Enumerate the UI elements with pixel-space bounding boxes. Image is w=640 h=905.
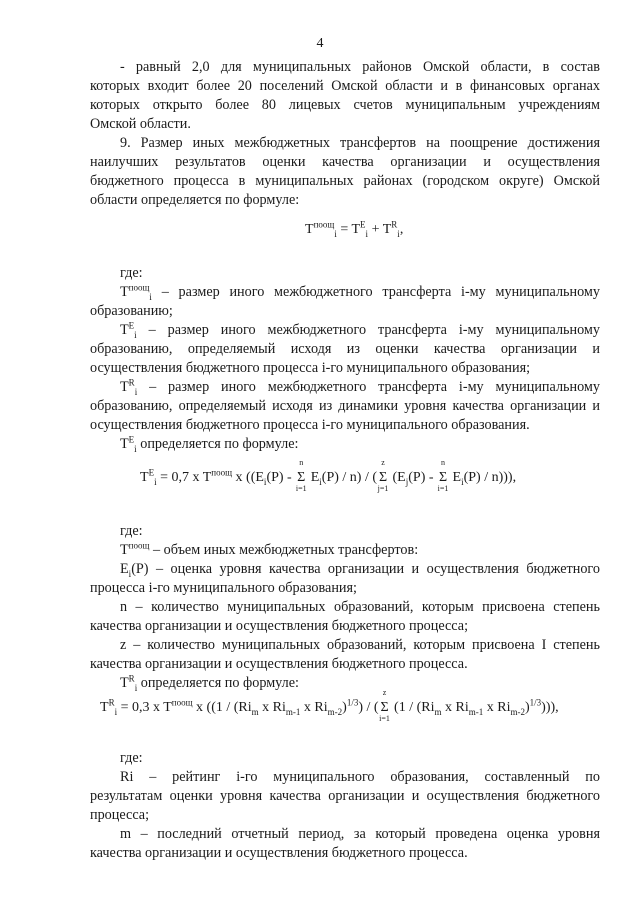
definition-line: z – количество муниципальных образований, которым присвоена I степень [120,637,600,653]
definition-line: образованию, определяемый исходя из динамики уровня качества организации и [90,398,600,414]
text-line: Омской области. [90,116,191,132]
definition-line: качества организации и осуществления бюджетного процесса; [90,618,469,634]
text-line: которых входит более 20 поселений Омской области и в финансовых органах [90,78,600,94]
definition-line: $T^{поощ}$ – объем иных межбюджетных трансфертов: [120,540,419,558]
definition-line: $T^{поощ}_i$ – размер иного межбюджетного трансферта i-му муниципальному [120,282,601,302]
text-line: бюджетного процесса в муниципальных районах (городском округе) Омской [90,173,600,189]
where-label: где: [120,750,143,766]
definition-line: процесса; [90,807,150,823]
sum-symbol: z Σ i=1 [379,688,390,723]
text-line: области определяется по формуле: [90,192,300,208]
formula-te: $T^E_i = 0,7$ x $T^{поощ}$ x (($E_i(P)$ - n Σ i=1 $E_i(P) / n$) / ( z Σ j=1 ($E_j(P)$ - n Σ i=1 $E_i(P) / n$))), [140,458,517,493]
formula-total-transfer: $T^{поощ}_i = T^E_i + T^R_i$, [305,219,404,239]
definition-line: $T^R_i$ – размер иного межбюджетного трансферта i-му муниципальному [120,377,600,397]
text-line: наилучших результатов оценки качества организации и осуществления [90,154,600,170]
definition-line: осуществления бюджетного процесса i-го муниципального образования; [90,360,531,376]
text-line: - равный 2,0 для муниципальных районов Омской области, в состав [120,59,600,75]
definition-line: качества организации и осуществления бюджетного процесса. [90,656,468,672]
definition-line: качества организации и осуществления бюджетного процесса. [90,845,468,861]
definition-line: образованию; [90,303,173,319]
where-label: где: [120,523,143,539]
definition-line: $E_i(P)$ – оценка уровня качества организации и осуществления бюджетного [120,561,600,579]
sum-symbol: n Σ i=1 [295,458,307,493]
definition-line: $T^R_i$ определяется по формуле: [120,673,299,693]
sum-symbol: z Σ j=1 [377,458,389,493]
definition-line: $T^E_i$ определяется по формуле: [120,434,299,454]
page-number: 4 [316,36,324,51]
definition-line: $T^E_i$ – размер иного межбюджетного трансферта i-му муниципальному [120,320,600,340]
definition-line: Ri – рейтинг i-го муниципального образования, составленный по [120,769,600,785]
where-label: где: [120,265,143,281]
definition-line: образованию, определяемый исходя из оценки качества организации и [90,341,600,357]
definition-line: осуществления бюджетного процесса i-го муниципального образования. [90,417,530,433]
definition-line: m – последний отчетный период, за который проведена оценка уровня [120,826,600,842]
definition-line: процесса i-го муниципального образования; [90,580,357,596]
formula-tr: $T^R_i = 0,3$ x $T^{поощ}$ x (($1 / (Ri_m$ x $Ri_{m-1}$ x $Ri_{m-2})^{1/3}$) / ( z Σ i=1 ($1 / (Ri_m$ x $Ri_{m-1}$ x $Ri_{m-2})^{1/3}$))), [100,688,559,723]
sum-symbol: n Σ i=1 [437,458,449,493]
definition-line: результатам оценки уровня качества организации и осуществления бюджетного [90,788,600,804]
text-line: 9. Размер иных межбюджетных трансфертов на поощрение достижения [120,135,600,151]
definition-line: n – количество муниципальных образований, которым присвоена степень [120,599,600,615]
text-line: которых открыто более 80 лицевых счетов муниципальным учреждениям [90,97,600,113]
